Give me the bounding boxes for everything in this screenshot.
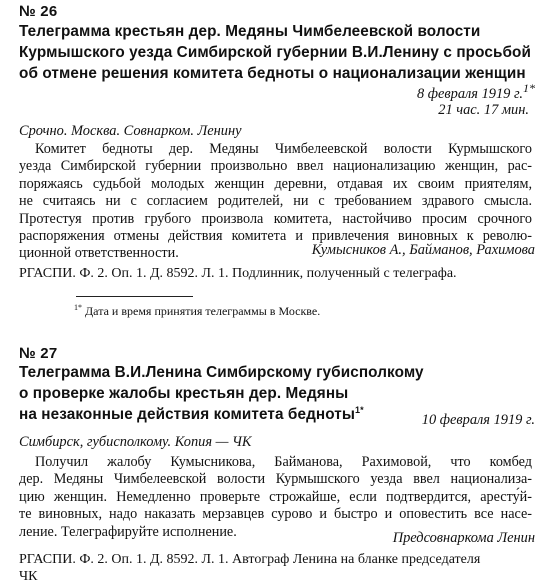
doc26-date-text: 8 февраля 1919 г. (417, 86, 523, 102)
doc27-title-line: о проверке жалобы крестьян дер. Медяны (19, 385, 349, 402)
doc27-title-line: на незаконные действия комитета бедноты (19, 406, 356, 423)
doc27-body (19, 454, 532, 541)
doc26-body-line: уезда Симбирской губернии произвольно ввел национализацию женщин, рас- (19, 158, 532, 175)
doc26-address: Срочно. Москва. Совнарком. Ленину (19, 123, 242, 139)
doc26-title-line: Курмышского уезда Симбирской губернии В.И.Ленину с просьбой (19, 44, 531, 61)
doc26-title (19, 21, 531, 84)
doc26-body-line: ционной ответственности. (19, 245, 179, 262)
doc26-number: № 26 (19, 3, 58, 20)
doc27-body-line: дер. Медяны Чимбелеевской волости Курмышского уезда ввел национализа- (19, 471, 532, 488)
footnote-text: Дата и время принятия телеграммы в Москве. (85, 304, 321, 318)
doc27-body-line: цию женщин. Немедленно проверьте строжайше, если подтвердится, аресту́й- (19, 488, 532, 505)
doc26-body-line: не считаясь ни с согласием родителей, ни с требованием здравого смысла. (19, 193, 532, 210)
doc26-time: 21 час. 17 мин. (438, 102, 529, 118)
doc27-date: 10 февраля 1919 г. (421, 412, 535, 428)
doc26-body-line: Протестуя против грубого произвола комитета, настойчиво просим срочного (19, 210, 532, 227)
doc27-signature: Предсовнаркома Ленин (392, 530, 535, 546)
doc26-date (417, 81, 535, 102)
doc26-title-line: об отмене решения комитета бедноты о национализации женщин (19, 65, 526, 82)
doc27-body-line: Получил жалобу Кумысникова, Байманова, Рахимовой, что комбед (35, 454, 532, 470)
doc26-title-line: Телеграмма крестьян дер. Медяны Чимбелеевской волости (19, 23, 481, 40)
doc26-body-line: распоряжения отмены действия комитета и привлечения виновных к револю- (19, 228, 532, 245)
doc26-body-line: поряжаясь судьбой молодых женщин деревни, отдавая их своим приятелям, (19, 175, 532, 192)
doc27-title-footnote-mark: 1* (355, 404, 364, 415)
doc27-number: № 27 (19, 345, 58, 362)
doc27-title-line: Телеграмма В.И.Ленина Симбирскому губисполкому (19, 364, 424, 381)
doc27-address: Симбирск, губисполкому. Копия — ЧК (19, 434, 252, 450)
footnote-mark: 1* (74, 303, 82, 312)
doc26-footnote (74, 304, 320, 319)
doc26-signature: Кумысников А., Байманов, Рахимова (311, 242, 535, 258)
doc27-archive-source-cont: ЧК (19, 569, 38, 584)
doc27-body-line: те виновных, надо наказать мерзавцев сурово и быстро и оповестить все насе- (19, 506, 532, 523)
footnote-divider (76, 296, 193, 297)
doc26-archive-source: РГАСПИ. Ф. 2. Оп. 1. Д. 8592. Л. 1. Подлинник, полученный с телеграфа. (19, 266, 457, 281)
doc26-body-line: Комитет бедноты дер. Медяны Чимбелеевской волости Курмышского (35, 141, 532, 157)
doc26-date-footnote-mark: 1* (523, 81, 535, 96)
doc27-body-line: ление. Телеграфируйте исполнение. (19, 523, 237, 540)
doc27-archive-source: РГАСПИ. Ф. 2. Оп. 1. Д. 8592. Л. 1. Автограф Ленина на бланке председателя (19, 552, 481, 567)
